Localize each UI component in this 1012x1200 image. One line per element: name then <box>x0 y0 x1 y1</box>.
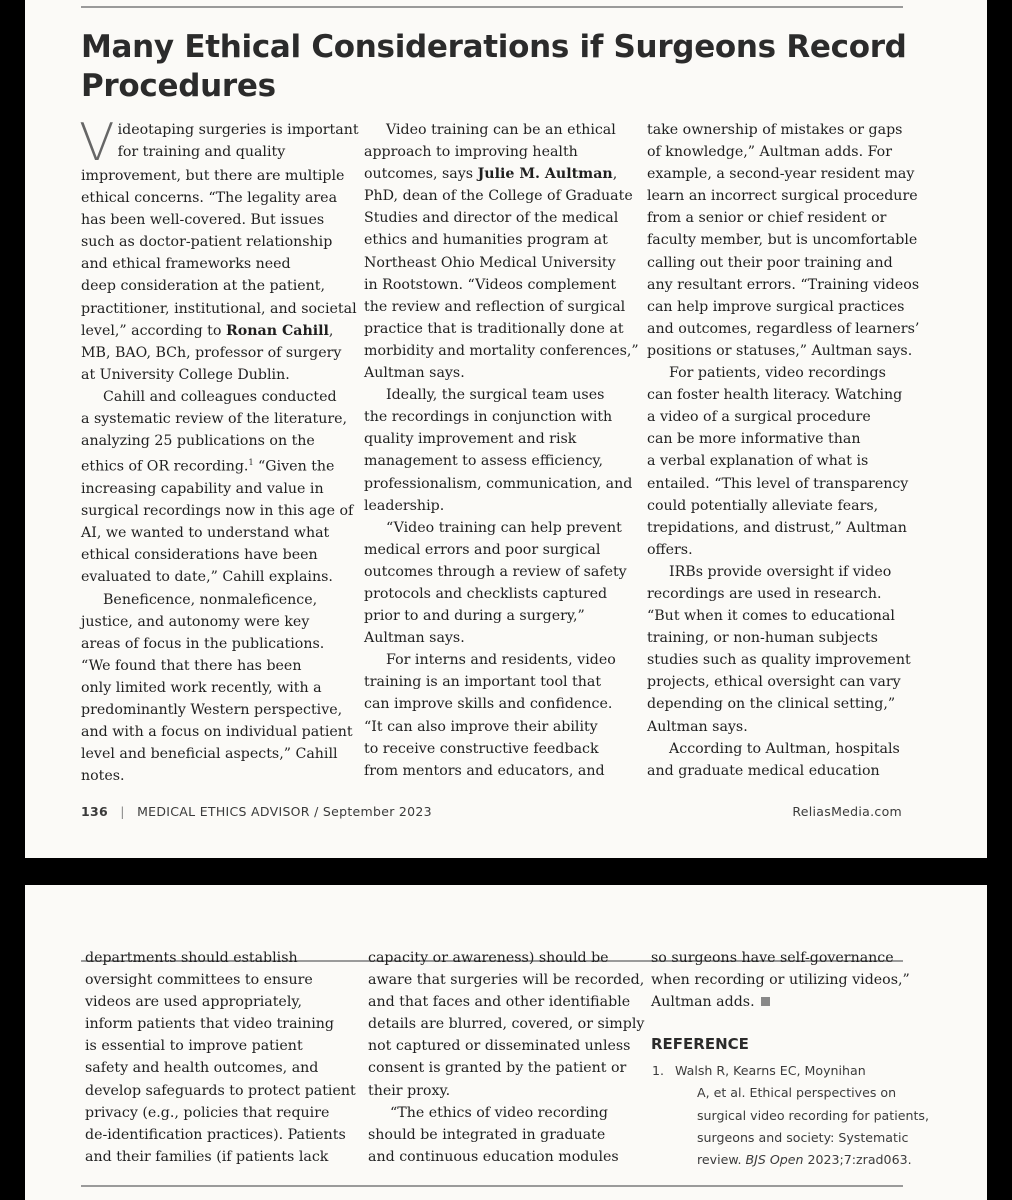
bottom-rule <box>81 1185 903 1187</box>
article-title: Many Ethical Considerations if Surgeons Record Procedures <box>81 29 907 104</box>
reference-list: 1. Walsh R, Kearns EC, Moynihan A, et al. Ethical perspectives on surgical video recording for patients, surgeons and society: Systematic review. BJS Open 2023;7:zrad063. <box>675 1060 945 1171</box>
paragraph: “The ethics of video recording should be integrated in graduate and continuous education modules <box>368 1104 619 1165</box>
person-name: Ronan Cahill <box>225 322 329 339</box>
paragraph: Video training can be an ethical approach to improving health outcomes, says Julie M. Aultman, PhD, dean of the College of Graduate Studies and director of the medical ethics and humanities program at Northeast Ohio Medical University in Rootstown. “Videos complement the review and reflection of surgical practice that is traditionally done at morbidity and mortality conferences,” Aultman says. <box>364 122 639 382</box>
paragraph: According to Aultman, hospitals and graduate medical education <box>647 740 900 779</box>
paragraph: For interns and residents, video training is an important tool that can improve skills and confidence. “It can also improve their ability to receive constructive feedback from mentors and educators, and <box>364 652 616 779</box>
reference-heading: REFERENCE <box>651 1035 749 1053</box>
paragraph: Ideally, the surgical team uses the recordings in conjunction with quality improvement and risk management to assess efficiency, professionalism, communication, and leadership. <box>364 387 633 514</box>
column-3 <box>647 119 922 782</box>
paragraph: Beneficence, nonmaleficence, justice, and autonomy were key areas of focus in the publications. “We found that there has been only limited work recently, with a predominantly Western perspective, and with a focus on individual patient level and beneficial aspects,” Cahill notes. <box>81 591 353 785</box>
paragraph: IRBs provide oversight if video recordings are used in research. “But when it comes to educational training, or non-human subjects studies such as quality improvement projects, ethical oversight can vary depending on the clinical setting,” Aultman says. <box>647 563 911 735</box>
column-3 <box>651 947 926 1013</box>
column-2 <box>368 947 643 1168</box>
end-of-article-square-icon <box>761 997 770 1006</box>
reference-number: 1. <box>652 1063 665 1078</box>
drop-cap: V <box>79 113 115 173</box>
paragraph: For patients, video recordings can foster health literacy. Watching a video of a surgical procedure can be more informative than a verbal explanation of what is entailed. “This level of transparency could potentially alleviate fears, trepidations, and distrust,” Aultman offers. <box>647 365 909 558</box>
column-1 <box>79 113 359 787</box>
paragraph: so surgeons have self-governance when recording or utilizing videos,” Aultman adds. <box>651 950 910 1011</box>
journal-name: BJS Open <box>745 1152 804 1168</box>
citation-superscript: 1 <box>248 458 254 468</box>
paragraph: departments should establish oversight committees to ensure videos are used appropriately, inform patients that video training is essential to improve patient safety and health outcomes, and develop safeguards to protect patient privacy (e.g., policies that require de-identification practices). Patients and their families (if patients lack <box>85 950 356 1165</box>
top-rule <box>81 6 903 8</box>
website-link[interactable]: ReliasMedia.com <box>792 804 902 819</box>
column-1 <box>85 947 355 1168</box>
paragraph: “Video training can help prevent medical errors and poor surgical outcomes through a review of safety protocols and checklists captured prior to and during a surgery,” Aultman says. <box>364 519 627 647</box>
paragraph: capacity or awareness) should be aware that surgeries will be recorded, and that faces and other identifiable details are blurred, covered, or simply not captured or disseminated unless consent is granted by the patient or their proxy. <box>368 950 645 1099</box>
column-2 <box>364 119 639 782</box>
paragraph: Cahill and colleagues conducted a systematic review of the literature, analyzing 25 publications on the ethics of OR recording.$^1$ “Given the increasing capability and value in surgical recordings now in this age of AI, we wanted to understand what ethical considerations have been evaluated to date,” Cahill explains. <box>81 388 354 586</box>
page-136 <box>25 0 987 858</box>
page-number: 136 <box>81 804 108 819</box>
footer-separator: | <box>120 804 125 819</box>
publication-name: MEDICAL ETHICS ADVISOR / September 2023 <box>137 804 432 819</box>
paragraph: take ownership of mistakes or gaps of knowledge,” Aultman adds. For example, a second-year resident may learn an incorrect surgical procedure from a senior or chief resident or faculty member, but is uncomfortable calling out their poor training and any resultant errors. “Training videos can help improve surgical practices and outcomes, regardless of learners’ positions or statuses,” Aultman says. <box>647 122 920 359</box>
footer-left <box>81 804 432 819</box>
person-name: Julie M. Aultman <box>477 166 613 183</box>
paragraph: V ideotaping surgeries is important for training and quality improvement, but there are multiple ethical concerns. “The legality area has been well-covered. But issues such as doctor-patient relationship and ethical frameworks need deep consideration at the patient, practitioner, institutional, and societal level,” according to Ronan Cahill, MB, BAO, BCh, professor of surgery at University College Dublin. <box>79 113 359 383</box>
